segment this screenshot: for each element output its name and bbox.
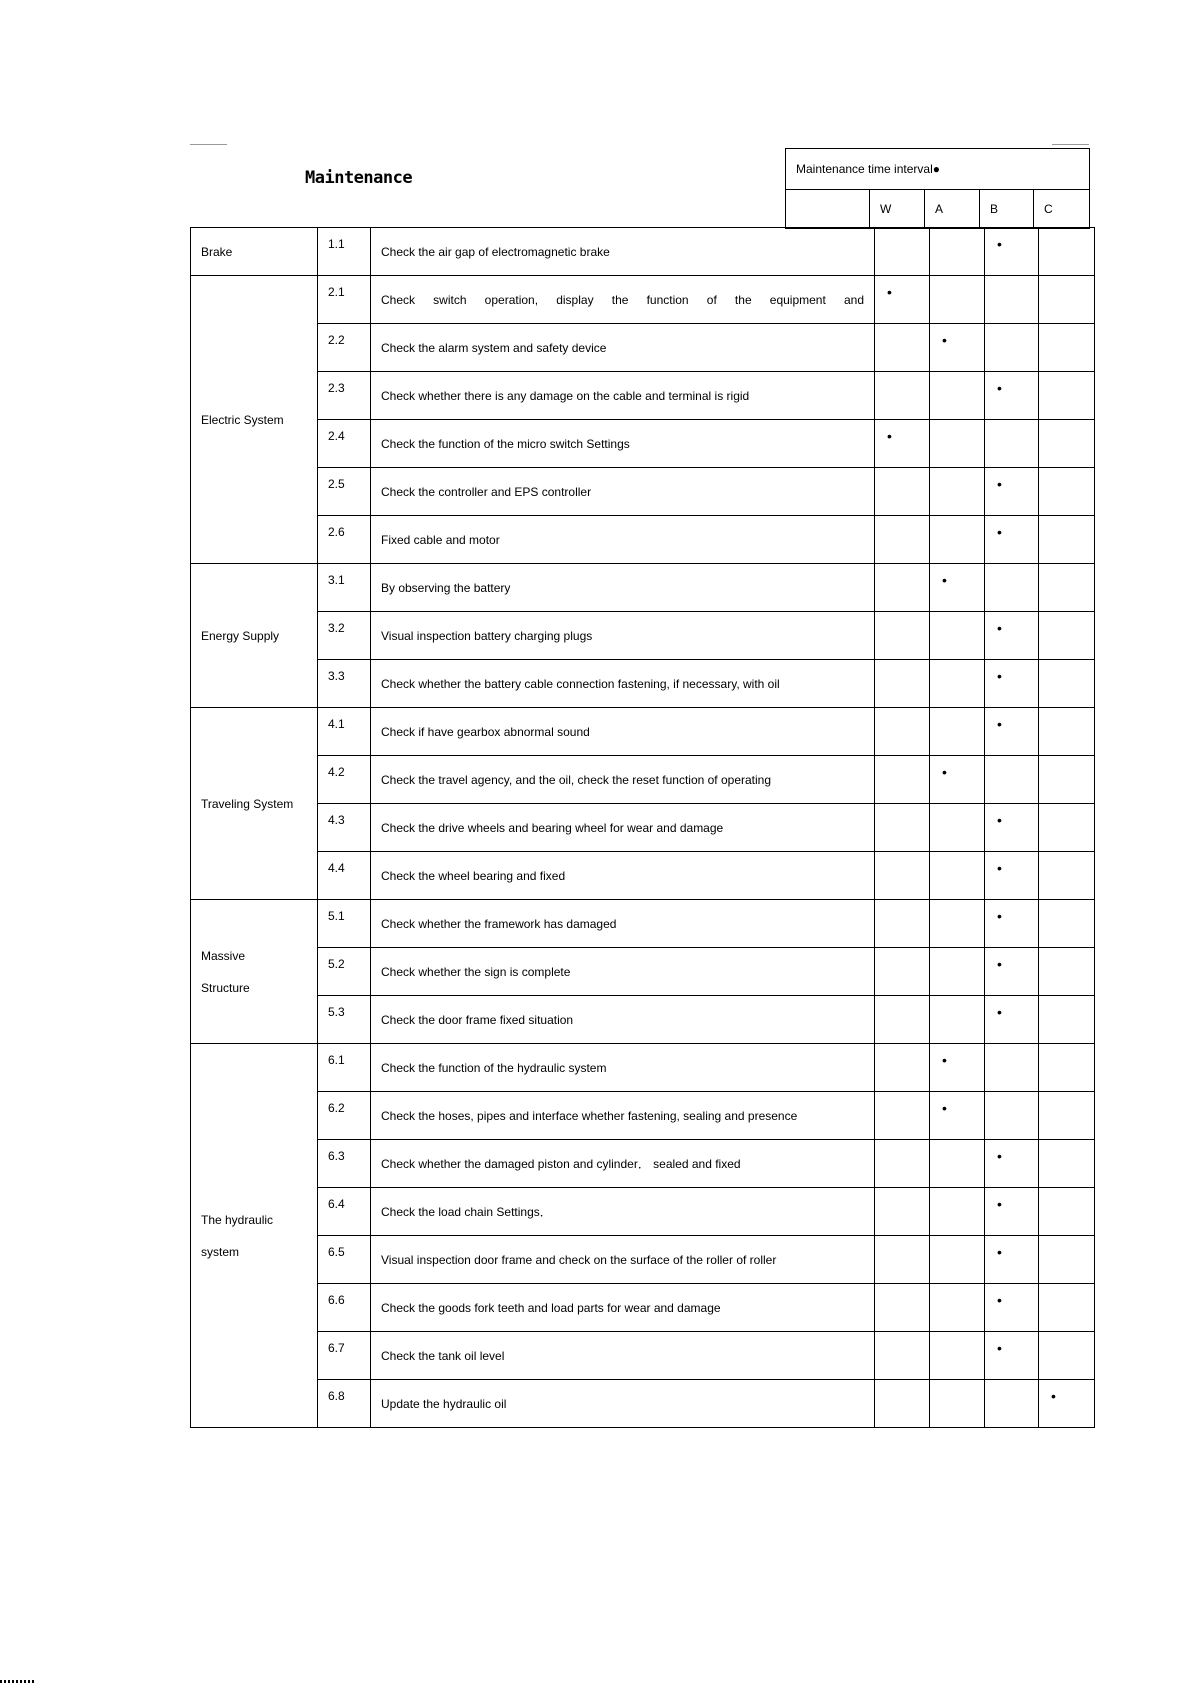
item-number: 4.2 [318,756,371,804]
table-row [191,372,1095,420]
item-description: Check the function of the micro switch Settings [371,420,875,468]
category-label: Electric System [201,412,284,427]
category-cell [191,708,318,900]
item-number: 4.4 [318,852,371,900]
item-number: 1.1 [318,228,371,276]
category-line: system [201,1244,240,1259]
interval-mark-w [875,228,930,276]
table-row [191,1236,1095,1284]
item-number: 4.3 [318,804,371,852]
interval-mark-a [930,420,985,468]
category-line: Massive [201,948,246,963]
interval-mark-c [1039,1140,1095,1188]
item-number: 2.3 [318,372,371,420]
interval-mark-b: • [985,1332,1039,1380]
item-number: 6.1 [318,1044,371,1092]
interval-mark-w [875,996,930,1044]
interval-mark-w [875,324,930,372]
item-number: 2.6 [318,516,371,564]
interval-mark-b [985,324,1039,372]
category-label: Brake [201,244,233,259]
interval-mark-w [875,804,930,852]
item-number: 2.5 [318,468,371,516]
item-description: Visual inspection door frame and check on the surface of the roller of roller [371,1236,875,1284]
table-row [191,948,1095,996]
interval-mark-a [930,1332,985,1380]
interval-mark-b [985,1044,1039,1092]
interval-mark-c [1039,1332,1095,1380]
interval-mark-b: • [985,852,1039,900]
table-row [191,1188,1095,1236]
interval-mark-c [1039,468,1095,516]
interval-mark-a [930,852,985,900]
interval-mark-c [1039,708,1095,756]
category-cell [191,276,318,564]
interval-column-a: A [925,190,980,229]
item-number: 2.4 [318,420,371,468]
table-row [191,852,1095,900]
item-description: Check whether the damaged piston and cylinder． sealed and fixed [371,1140,875,1188]
interval-mark-a: • [930,324,985,372]
interval-mark-a [930,804,985,852]
table-row [191,804,1095,852]
item-description: Check the travel agency, and the oil, check the reset function of operating [371,756,875,804]
item-description: Check the alarm system and safety device [371,324,875,372]
interval-mark-c [1039,852,1095,900]
item-number: 3.1 [318,564,371,612]
interval-mark-c [1039,900,1095,948]
category-line: The hydraulic [201,1212,274,1227]
interval-mark-a [930,1380,985,1428]
interval-mark-w [875,1044,930,1092]
item-number: 5.2 [318,948,371,996]
item-description: Visual inspection battery charging plugs [371,612,875,660]
interval-mark-c: • [1039,1380,1095,1428]
item-description: Check switch operation, display the function of the equipment and [371,276,875,324]
interval-mark-b: • [985,948,1039,996]
interval-mark-c [1039,324,1095,372]
interval-mark-b [985,564,1039,612]
interval-mark-a: • [930,756,985,804]
bottom-scan-mark [0,1680,36,1683]
interval-mark-a [930,1188,985,1236]
item-number: 6.8 [318,1380,371,1428]
interval-mark-c [1039,804,1095,852]
interval-mark-w [875,468,930,516]
table-row [191,660,1095,708]
interval-mark-c [1039,1092,1095,1140]
table-row [191,516,1095,564]
interval-mark-w [875,612,930,660]
interval-mark-b [985,756,1039,804]
interval-mark-a [930,948,985,996]
interval-mark-b [985,1380,1039,1428]
category-label: Traveling System [201,796,294,811]
interval-mark-a [930,468,985,516]
item-number: 6.3 [318,1140,371,1188]
item-description: Check if have gearbox abnormal sound [371,708,875,756]
interval-mark-a [930,612,985,660]
interval-mark-b: • [985,1284,1039,1332]
interval-mark-b: • [985,1188,1039,1236]
table-row [191,612,1095,660]
interval-mark-b: • [985,516,1039,564]
item-description: Check the door frame fixed situation [371,996,875,1044]
interval-mark-a [930,276,985,324]
interval-mark-w [875,1140,930,1188]
interval-mark-b: • [985,900,1039,948]
interval-mark-a: • [930,564,985,612]
category-cell [191,564,318,708]
item-number: 4.1 [318,708,371,756]
interval-mark-a [930,1140,985,1188]
item-description: Check the goods fork teeth and load parts for wear and damage [371,1284,875,1332]
table-row [191,324,1095,372]
interval-mark-w [875,1092,930,1140]
item-number: 5.3 [318,996,371,1044]
table-row [191,1044,1095,1092]
item-number: 3.2 [318,612,371,660]
table-row [191,1092,1095,1140]
interval-mark-a: • [930,1092,985,1140]
item-description: Check the controller and EPS controller [371,468,875,516]
table-row [191,420,1095,468]
interval-mark-w [875,1284,930,1332]
interval-mark-a [930,372,985,420]
interval-mark-b: • [985,660,1039,708]
table-row [191,1380,1095,1428]
interval-mark-w [875,756,930,804]
interval-mark-w [875,900,930,948]
interval-mark-a [930,228,985,276]
item-description: Check the drive wheels and bearing wheel for wear and damage [371,804,875,852]
item-number: 6.2 [318,1092,371,1140]
interval-mark-b: • [985,1140,1039,1188]
interval-mark-b: • [985,468,1039,516]
item-description: Update the hydraulic oil [371,1380,875,1428]
table-row [191,564,1095,612]
interval-mark-c [1039,1188,1095,1236]
interval-mark-b [985,1092,1039,1140]
interval-mark-w [875,516,930,564]
item-number: 2.2 [318,324,371,372]
item-description: By observing the battery [371,564,875,612]
category-cell [191,228,318,276]
interval-column-c: C [1034,190,1090,229]
item-number: 5.1 [318,900,371,948]
interval-mark-b: • [985,372,1039,420]
interval-mark-c [1039,996,1095,1044]
interval-mark-c [1039,228,1095,276]
top-left-corner-mark [190,144,227,145]
interval-column-b: B [980,190,1034,229]
interval-mark-c [1039,1044,1095,1092]
interval-mark-c [1039,1284,1095,1332]
category-cell [191,900,318,1044]
interval-mark-w [875,660,930,708]
interval-mark-w [875,1332,930,1380]
interval-mark-b: • [985,1236,1039,1284]
interval-blank-cell [786,190,870,229]
interval-mark-w [875,564,930,612]
interval-mark-w [875,948,930,996]
interval-mark-c [1039,276,1095,324]
interval-mark-w [875,372,930,420]
table-row [191,708,1095,756]
interval-mark-w [875,1380,930,1428]
item-number: 6.5 [318,1236,371,1284]
item-description: Check the function of the hydraulic system [371,1044,875,1092]
category-line: Structure [201,980,250,995]
interval-mark-b: • [985,804,1039,852]
interval-mark-c [1039,420,1095,468]
item-description: Check whether there is any damage on the cable and terminal is rigid [371,372,875,420]
interval-mark-a: • [930,1044,985,1092]
interval-mark-w: • [875,420,930,468]
interval-mark-b: • [985,612,1039,660]
item-description: Check the hoses, pipes and interface whether fastening, sealing and presence [371,1092,875,1140]
item-description: Check whether the sign is complete [371,948,875,996]
interval-mark-c [1039,756,1095,804]
item-number: 6.4 [318,1188,371,1236]
interval-mark-c [1039,516,1095,564]
item-description: Check whether the battery cable connection fastening, if necessary, with oil [371,660,875,708]
interval-columns-row [786,190,1090,229]
table-row [191,996,1095,1044]
interval-mark-a [930,1284,985,1332]
interval-mark-c [1039,1236,1095,1284]
interval-mark-c [1039,372,1095,420]
interval-mark-b: • [985,708,1039,756]
top-right-corner-mark [1052,144,1089,145]
item-description: Check the load chain Settings． [371,1188,875,1236]
interval-mark-b [985,420,1039,468]
table-row [191,1140,1095,1188]
item-number: 6.6 [318,1284,371,1332]
maintenance-table [190,227,1095,1428]
interval-mark-w [875,1188,930,1236]
interval-mark-b [985,276,1039,324]
item-number: 3.3 [318,660,371,708]
table-row [191,228,1095,276]
item-number: 6.7 [318,1332,371,1380]
interval-mark-a [930,516,985,564]
table-row [191,468,1095,516]
interval-mark-c [1039,948,1095,996]
interval-mark-a [930,708,985,756]
item-description: Fixed cable and motor [371,516,875,564]
category-cell [191,1044,318,1428]
interval-mark-c [1039,612,1095,660]
item-description: Check whether the framework has damaged [371,900,875,948]
interval-mark-w: • [875,276,930,324]
interval-header: Maintenance time interval● [786,149,1090,190]
interval-mark-a [930,996,985,1044]
item-description: Check the air gap of electromagnetic brake [371,228,875,276]
page-title: Maintenance [305,168,413,188]
interval-mark-w [875,1236,930,1284]
interval-header-table [785,148,1090,229]
table-row [191,276,1095,324]
item-description: Check the tank oil level [371,1332,875,1380]
interval-mark-b: • [985,228,1039,276]
interval-column-w: W [870,190,925,229]
table-row [191,756,1095,804]
table-row [191,900,1095,948]
category-label: Energy Supply [201,628,280,643]
interval-mark-c [1039,564,1095,612]
interval-mark-a [930,660,985,708]
interval-mark-b: • [985,996,1039,1044]
item-number: 2.1 [318,276,371,324]
interval-mark-a [930,1236,985,1284]
interval-mark-w [875,708,930,756]
interval-mark-a [930,900,985,948]
item-description: Check the wheel bearing and fixed [371,852,875,900]
interval-mark-w [875,852,930,900]
interval-mark-c [1039,660,1095,708]
table-row [191,1332,1095,1380]
table-row [191,1284,1095,1332]
